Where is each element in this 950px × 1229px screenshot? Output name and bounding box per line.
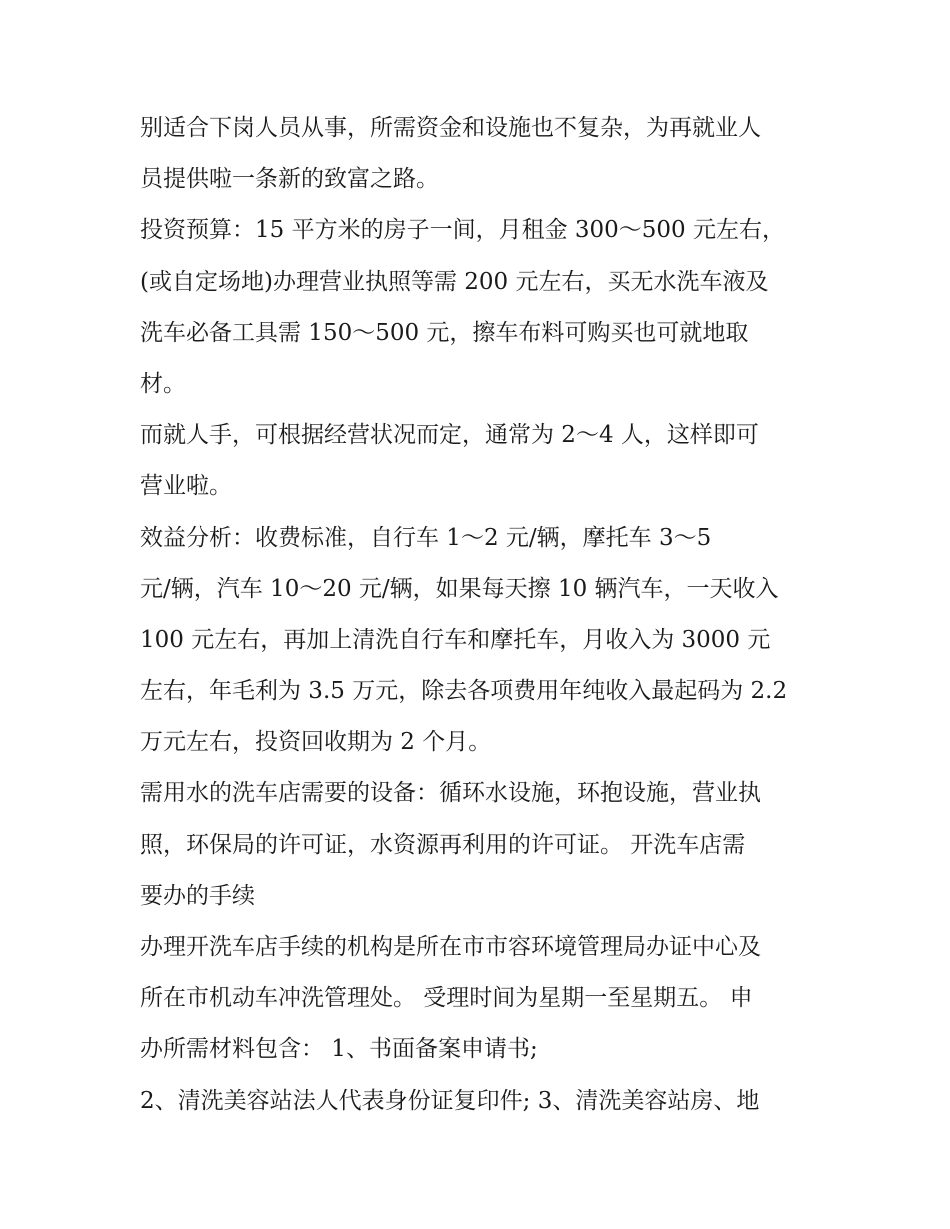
text-line: 营业啦。 — [140, 473, 232, 500]
text-line: 投资预算：15 平方米的房子一间，月租金 300～500 元左右， — [140, 217, 785, 244]
text-line: 办理开洗车店手续的机构是所在市市容环境管理局办证中心及 — [140, 934, 761, 960]
text-line: 左右，年毛利为 3.5 万元，除去各项费用年纯收入最起码为 2.2 — [140, 678, 788, 705]
text-line: 要办的手续 — [140, 882, 255, 909]
text-line: 别适合下岗人员从事，所需资金和设施也不复杂，为再就业人 — [140, 115, 761, 141]
text-line: 材。 — [140, 370, 186, 397]
text-line: 而就人手，可根据经营状况而定，通常为 2～4 人，这样即可 — [140, 422, 759, 449]
text-line: (或自定场地)办理营业执照等需 200 元左右，买无水洗车液及 — [140, 268, 769, 295]
text-line: 2、清洗美容站法人代表身份证复印件; 3、清洗美容站房、地 — [140, 1087, 760, 1114]
text-line: 洗车必备工具需 150～500 元，擦车布料可购买也可就地取 — [140, 319, 749, 346]
text-line: 100 元左右，再加上清洗自行车和摩托车，月收入为 3000 元 — [140, 626, 771, 653]
text-line: 元/辆，汽车 10～20 元/辆，如果每天擦 10 辆汽车，一天收入 — [140, 575, 779, 602]
text-line: 所在市机动车冲洗管理处。 受理时间为星期一至星期五。 申 — [140, 985, 753, 1012]
text-line: 需用水的洗车店需要的设备：循环水设施，环抱设施，营业执 — [140, 780, 761, 807]
text-line: 照，环保局的许可证，水资源再利用的许可证。 开洗车店需 — [140, 831, 746, 858]
text-line: 效益分析：收费标准，自行车 1～2 元/辆，摩托车 3～5 — [140, 524, 712, 551]
text-line: 办所需材料包含： 1、书面备案申请书; — [140, 1036, 538, 1063]
text-line: 万元左右，投资回收期为 2 个月。 — [140, 729, 492, 756]
document-body — [140, 103, 820, 1127]
text-line: 员提供啦一条新的致富之路。 — [140, 166, 439, 193]
